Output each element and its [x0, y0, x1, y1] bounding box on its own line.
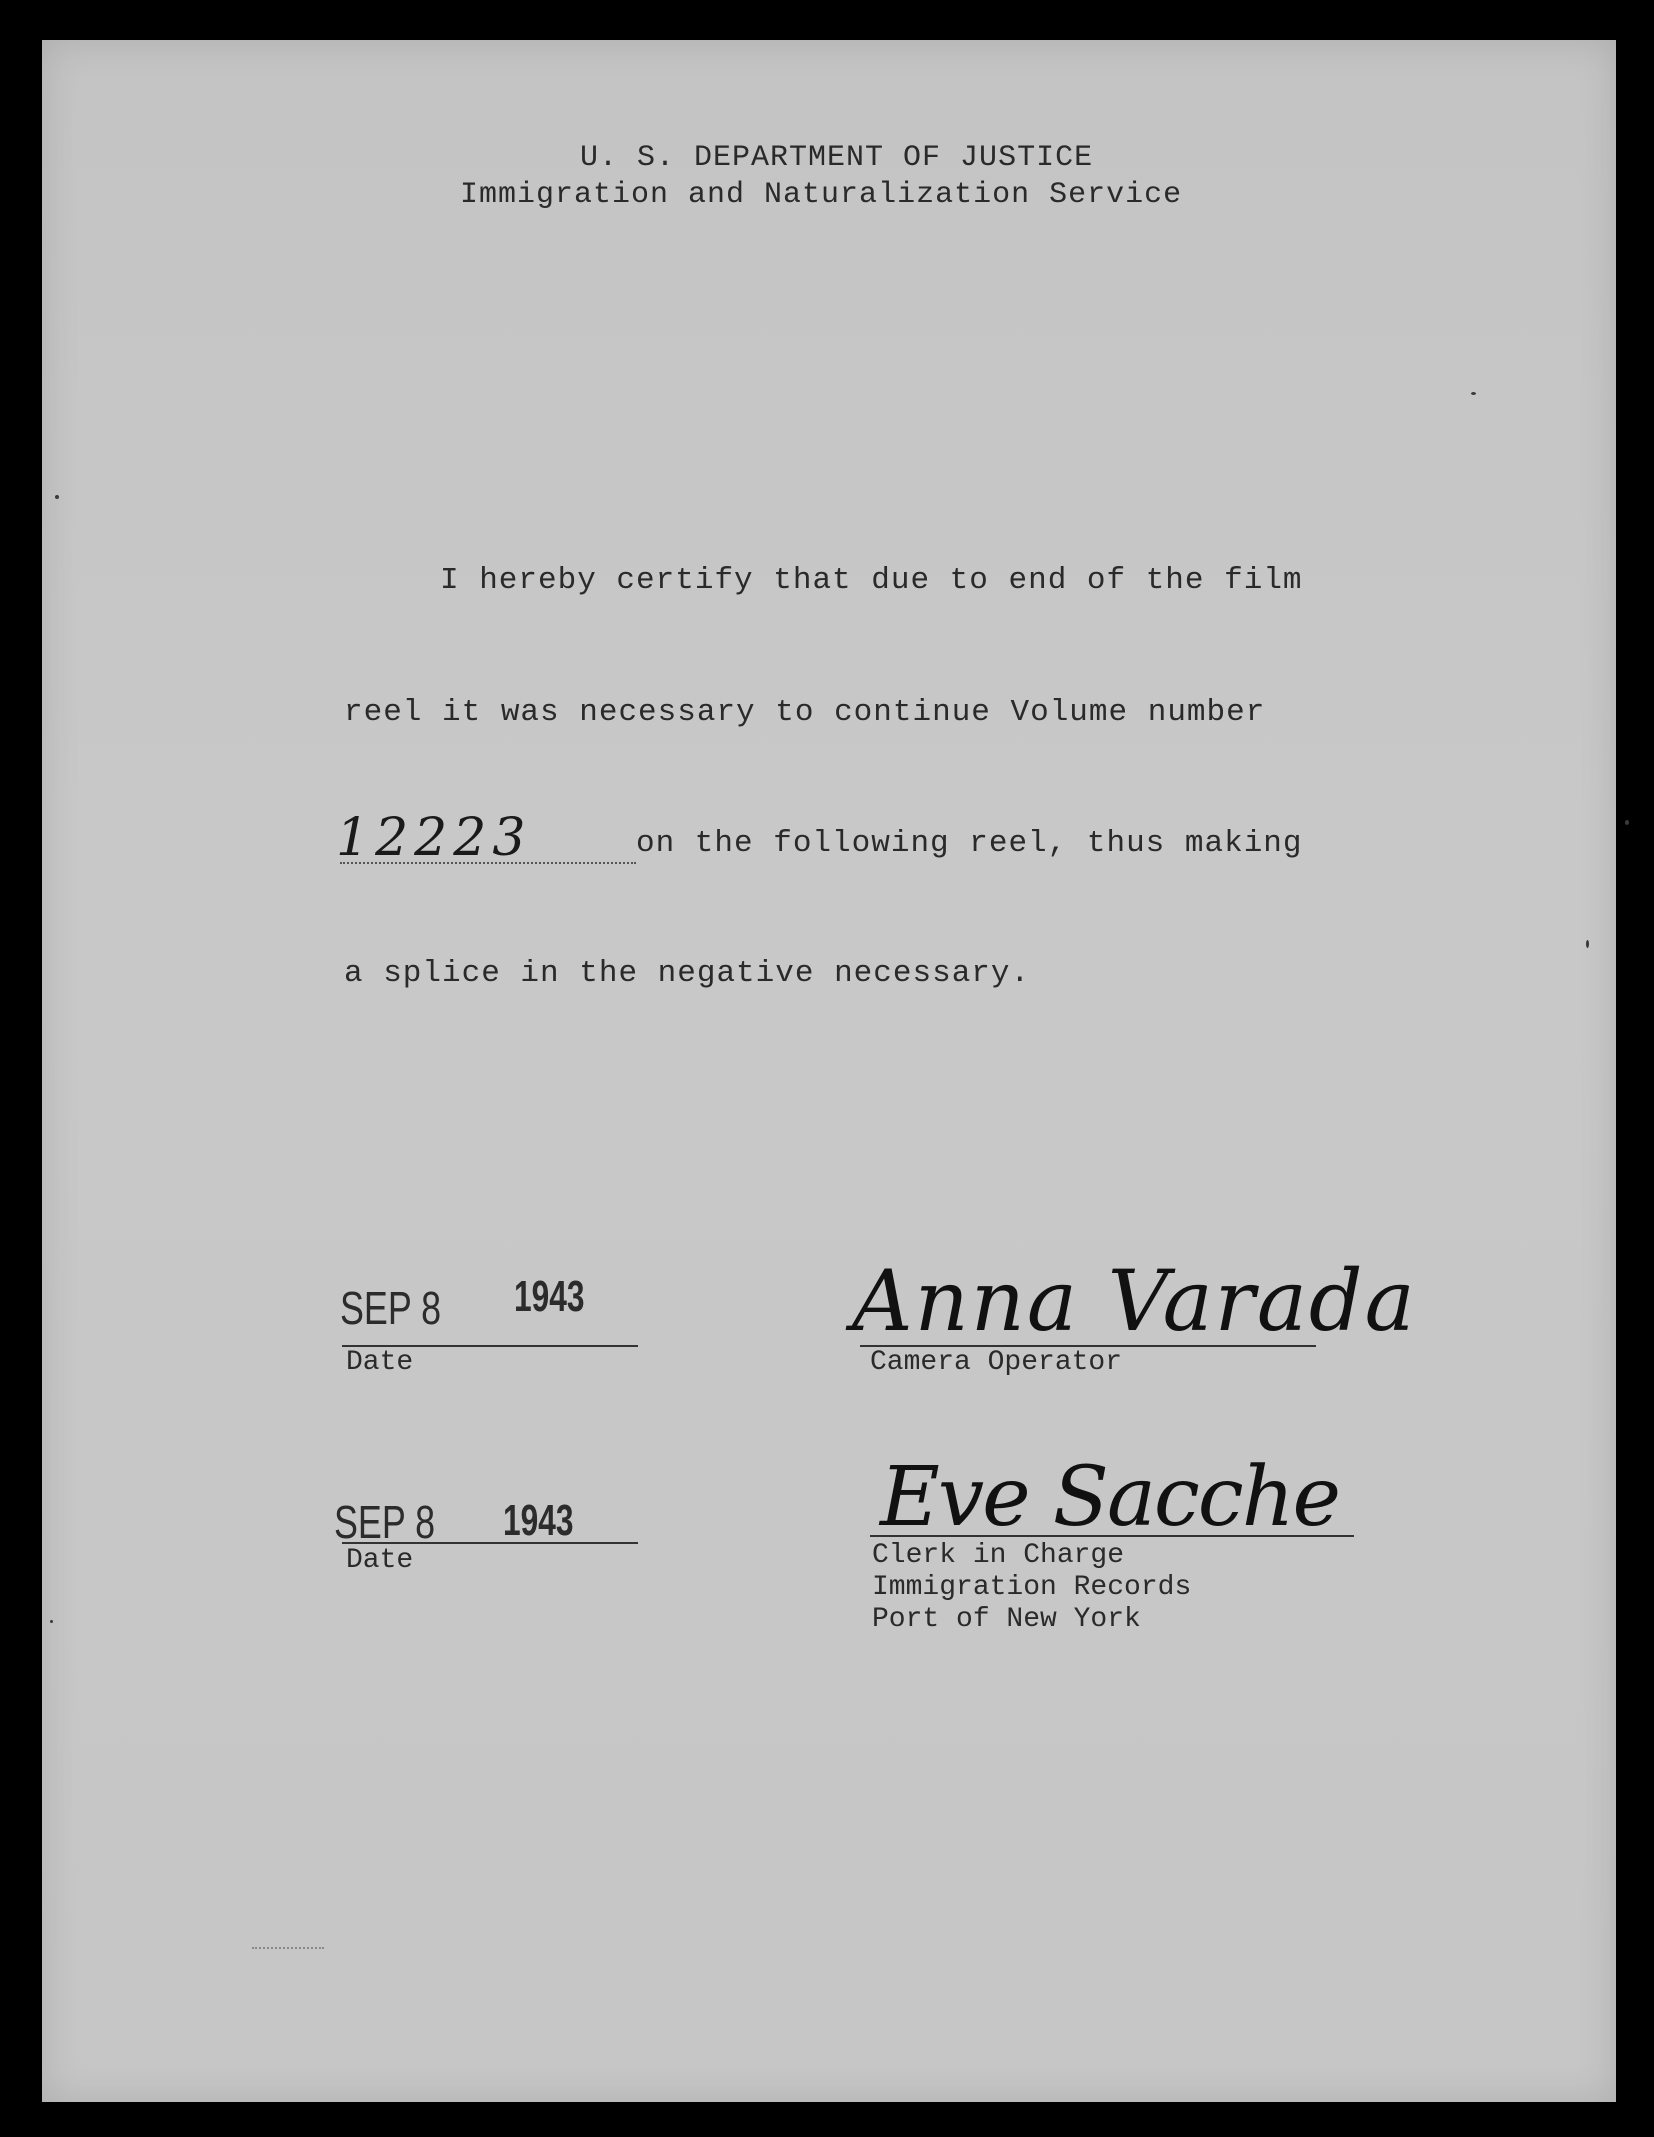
camera-date-stamp-month-day: SEP 8 — [340, 1282, 442, 1334]
certification-line-2: reel it was necessary to continue Volume number — [344, 695, 1266, 730]
film-speck — [50, 1620, 53, 1623]
film-speck — [55, 495, 59, 499]
camera-operator-signature: Anna Varada — [852, 1252, 1417, 1350]
clerk-date-stamp-month-day: SEP 8 — [334, 1496, 436, 1548]
certification-line-4: a splice in the negative necessary. — [344, 956, 1031, 991]
clerk-date-stamp-year: 1943 — [503, 1496, 574, 1545]
clerk-title-line-2: Immigration Records — [872, 1572, 1192, 1603]
film-speck — [1625, 820, 1629, 825]
document-page — [42, 40, 1616, 2102]
camera-date-label: Date — [346, 1347, 414, 1378]
clerk-date-rule — [342, 1542, 638, 1544]
certification-line-1: I hereby certify that due to end of the film — [440, 563, 1303, 598]
film-scratch-mark — [252, 1947, 324, 1949]
service-heading: Immigration and Naturalization Service — [460, 178, 1183, 212]
clerk-date-label: Date — [346, 1545, 414, 1576]
volume-number-underline — [340, 862, 636, 864]
camera-operator-title: Camera Operator — [870, 1347, 1123, 1378]
film-speck — [1586, 940, 1589, 948]
certification-line-3: on the following reel, thus making — [636, 826, 1303, 861]
clerk-signature-rule — [870, 1535, 1354, 1537]
camera-date-stamp-year: 1943 — [514, 1272, 585, 1321]
handwritten-volume-number: 12223 — [336, 808, 532, 868]
department-heading: U. S. DEPARTMENT OF JUSTICE — [580, 141, 1094, 175]
clerk-title-line-1: Clerk in Charge — [872, 1540, 1125, 1571]
clerk-signature: Eve Sacche — [880, 1450, 1340, 1545]
film-speck — [1471, 392, 1476, 395]
clerk-title-line-3: Port of New York — [872, 1604, 1141, 1635]
